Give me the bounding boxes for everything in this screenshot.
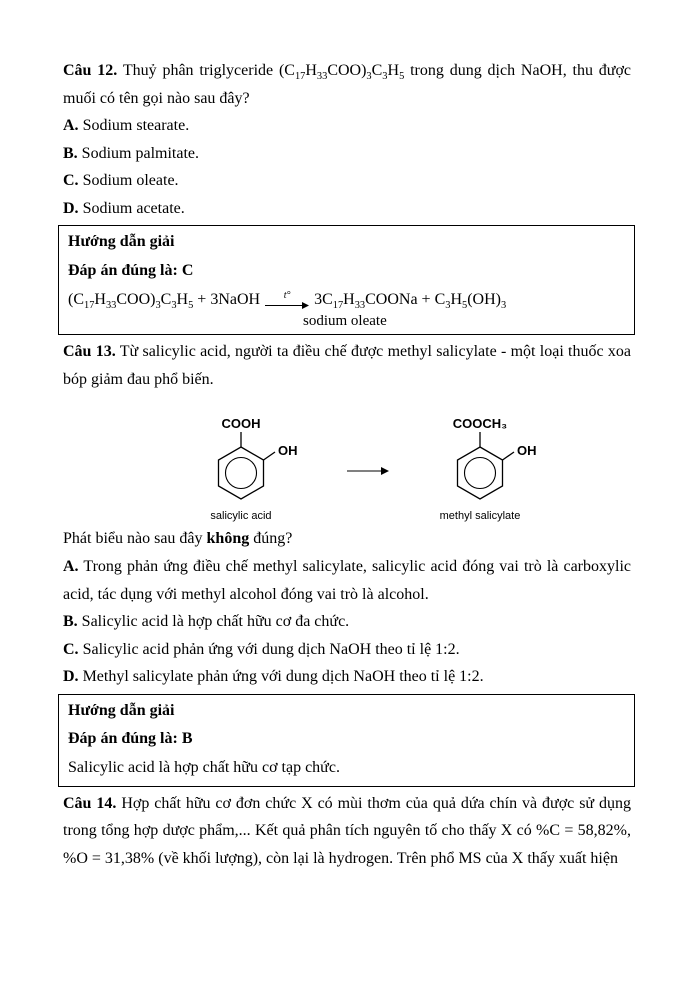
prompt-pre: Phát biểu nào sau đây: [63, 530, 203, 548]
prompt-bold: không: [206, 530, 250, 548]
option-a-label: A.: [63, 557, 79, 575]
arrow-line-icon: [265, 301, 309, 309]
option-c-label: C.: [63, 640, 79, 658]
question-14-label: Câu 14.: [63, 794, 117, 812]
q12-solution-box: [58, 225, 635, 335]
question-12-text: [63, 57, 631, 112]
question-12-intro: Thuỷ phân triglyceride: [122, 62, 274, 79]
option-b-label: B.: [63, 144, 78, 162]
oh-group-label: OH: [517, 443, 537, 459]
option-d-text: Methyl salicylate phản ứng với dung dịch NaOH theo tỉ lệ 1:2.: [82, 668, 484, 686]
solution-heading: Hướng dẫn giải: [68, 233, 175, 251]
option-d-text: Sodium acetate.: [82, 199, 185, 217]
reaction-scheme: [181, 401, 631, 523]
reaction-equation: [68, 288, 625, 312]
question-12-question: trong dung dịch NaOH, thu được muối có tên gọi nào sau đây?: [63, 62, 632, 107]
option-a-text: Sodium stearate.: [82, 117, 190, 135]
question-13-intro: Từ salicylic acid, người ta điều chế được methyl salicylate - một loại thuốc xoa bóp giảm đau phổ biến.: [63, 343, 631, 388]
solution-heading: Hướng dẫn giải: [68, 701, 175, 719]
question-13-text: [63, 338, 631, 393]
methyl-salicylate-structure: [415, 401, 565, 523]
q12-option-b: [63, 140, 631, 168]
option-b-text: Salicylic acid là hợp chất hữu cơ đa chức.: [81, 613, 350, 631]
option-c-text: Salicylic acid phản ứng với dung dịch NaOH theo tỉ lệ 1:2.: [82, 640, 460, 658]
solution-note: Salicylic acid là hợp chất hữu cơ tạp chức.: [68, 759, 340, 777]
option-c-text: Sodium oleate.: [82, 172, 179, 190]
question-14-body: Hợp chất hữu cơ đơn chức X có mùi thơm của quả dứa chín và được sử dụng trong tổng hợp dược phẩm,... Kết quả phân tích nguyên tố cho thấy X có %C = 58,82%, %O = 31,38% (về khối lượng), còn lại là hydrogen. Trên phổ MS của X thấy xuất hiện: [63, 794, 632, 867]
arrow-condition: t°: [283, 289, 291, 301]
q13-option-d: [63, 663, 631, 691]
prompt-post: đúng?: [253, 530, 293, 548]
option-c-label: C.: [63, 172, 79, 190]
option-d-label: D.: [63, 199, 79, 217]
correct-answer: Đáp án đúng là: C: [68, 261, 194, 279]
option-b-label: B.: [63, 613, 78, 631]
question-13-label: Câu 13.: [63, 343, 116, 361]
option-b-text: Sodium palmitate.: [81, 144, 199, 162]
product-name-label: sodium oleate: [303, 312, 387, 329]
q12-option-c: [63, 167, 631, 195]
option-a-text: Trong phản ứng điều chế methyl salicylate, salicylic acid đóng vai trò là carboxylic acid, tác dụng với methyl alcohol đóng vai trò là alcohol.: [63, 557, 632, 603]
triglyceride-formula: $(C_{17}H_{33}COO)_3C_3H_5$: [278, 62, 405, 83]
equation-rhs: $3C_{17}H_{33}COONa + C_3H_5(OH)_3$: [314, 290, 507, 311]
scheme-arrow-icon: [347, 465, 389, 477]
q13-solution-box: [58, 694, 635, 787]
oh-group-label: OH: [278, 443, 298, 459]
question-13-prompt: [63, 525, 631, 553]
cooch3-group-label: COOCH₃: [452, 416, 508, 432]
reaction-arrow-icon: [265, 291, 309, 309]
question-14-text: [63, 790, 631, 873]
option-a-label: A.: [63, 117, 79, 135]
correct-answer: Đáp án đúng là: B: [68, 730, 193, 748]
salicylic-acid-structure: [181, 401, 321, 523]
question-12-label: Câu 12.: [63, 62, 118, 79]
option-d-label: D.: [63, 668, 79, 686]
q13-option-a: [63, 553, 631, 608]
methyl-salicylate-caption: methyl salicylate: [439, 510, 521, 523]
q13-option-c: [63, 636, 631, 664]
equation-lhs: $(C_{17}H_{33}COO)_3C_3H_5$ + 3NaOH: [68, 290, 261, 311]
salicylic-acid-caption: salicylic acid: [210, 510, 272, 523]
cooh-group-label: COOH: [221, 416, 261, 432]
q12-option-d: [63, 195, 631, 223]
q13-option-b: [63, 608, 631, 636]
q12-option-a: [63, 112, 631, 140]
